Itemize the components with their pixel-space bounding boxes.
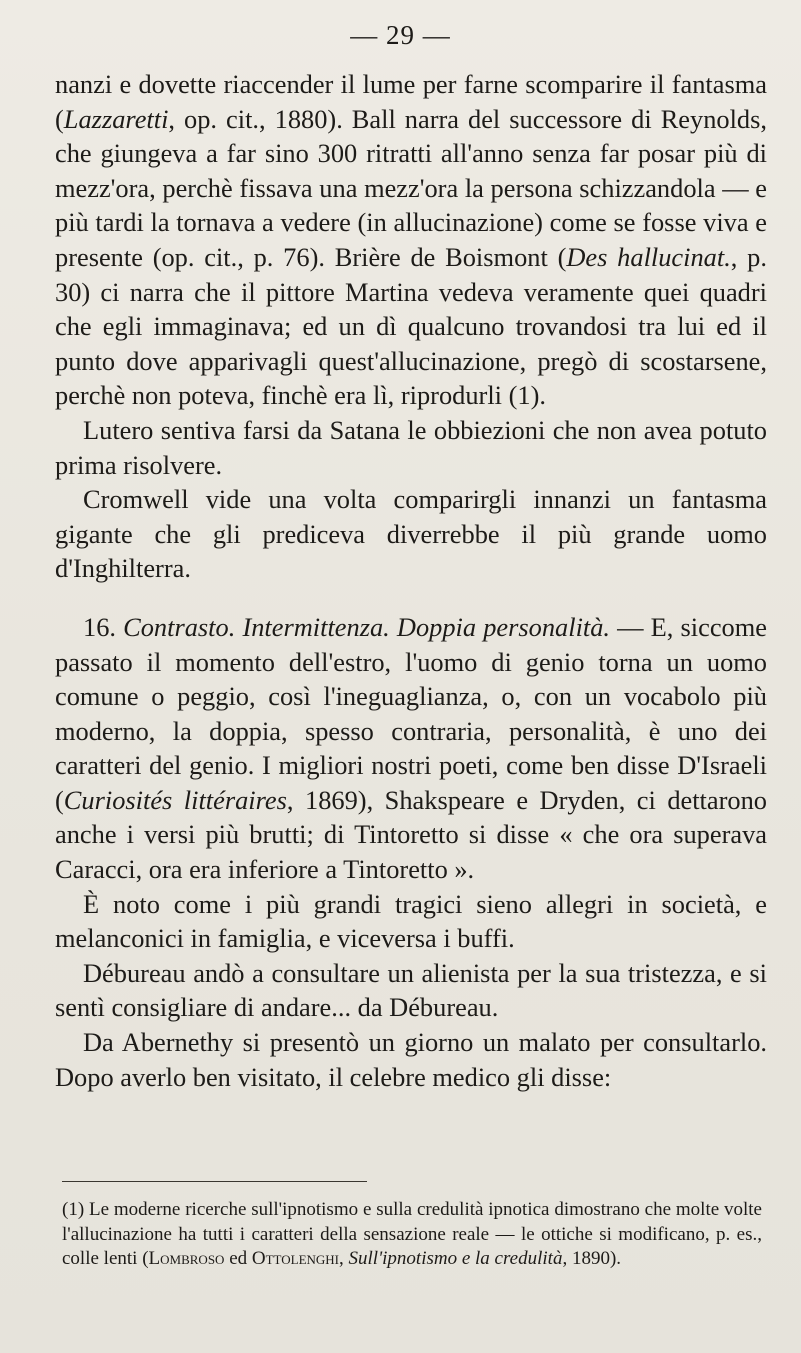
text-run: , op. cit., 1880). Ball narra del successore di Reynolds, che giungeva a far sino 300 ritratti all'anno senza far posar più di mezz'ora, perchè fissava una mezz'ora la persona schizzandola — e più tardi la tornava a vedere (in allucinazione) come se fosse viva e presente (op. cit., p. 76). Brière de Boismont ( [55, 103, 767, 272]
section-number: 16. [83, 611, 124, 642]
body-text [55, 67, 767, 1094]
text-run: nanzi e dovette riaccender il lume per farne scomparire il fantasma ( [55, 69, 767, 134]
page-number: — 29 — [350, 20, 451, 50]
paragraph-debureau: Débureau andò a consultare un alienista per la sua tristezza, e si sentì consigliare di andare... da Débureau. [55, 957, 767, 1023]
footnote [62, 1198, 762, 1272]
paragraph-cromwell: Cromwell vide una volta comparirgli innanzi un fantasma gigante che gli prediceva diverrebbe il più grande uomo d'Inghilterra. [55, 484, 767, 584]
footnote-divider [62, 1181, 367, 1182]
text-run: , [339, 1248, 349, 1269]
text-run: (1) Le moderne ricerche sull'ipnotismo e sulla credulità ipnotica dimostrano che molte volte l'allucinazione ha tutti i caratteri della sensazione reale — le ottiche si modificano, p. es., colle lenti ( [62, 1199, 762, 1269]
citation-title: Des hallucinat. [566, 241, 731, 272]
section-16 [55, 610, 767, 887]
citation-title: Curiosités littéraires [63, 784, 287, 815]
text-run: ed [224, 1248, 252, 1269]
text-run: , 1869), Shakspeare e Dryden, ci dettarono anche i versi più brutti; di Tintoretto si disse « che ora superava Caracci, ora era inferiore a Tintoretto ». [55, 784, 767, 885]
text-run: — E, siccome passato il momento dell'estro, l'uomo di genio torna un uomo comune o peggio, così l'ineguaglianza, o, con un vocabolo più moderno, la doppia, spesso contraria, personalità, è uno dei caratteri del genio. I migliori nostri poeti, come ben disse D'Israeli ( [55, 611, 767, 815]
citation-author: Ottolenghi [251, 1248, 340, 1269]
paragraph-abernethy: Da Abernethy si presentò un giorno un malato per consultarlo. Dopo averlo ben visitato, il celebre medico gli disse: [55, 1027, 767, 1092]
text-run: , p. 30) ci narra che il pittore Martina vedeva veramente quei quadri che egli immaginava; ed un dì qualcuno trovandosi tra lui ed il punto dove apparivagli quest'allucinazione, pregò di scostarsene, perchè non poteva, finchè era lì, riprodurli (1). [55, 241, 767, 411]
paragraph-tragici: È noto come i più grandi tragici sieno allegri in società, e melanconici in famiglia, e viceversa i buffi. [55, 888, 767, 954]
paragraph-lutero: Lutero sentiva farsi da Satana le obbiezioni che non avea potuto prima risolvere. [55, 414, 767, 480]
section-heading: Contrasto. Intermittenza. Doppia personalità. [123, 611, 611, 642]
paragraph-continuation [55, 67, 767, 413]
footnote-1 [62, 1198, 762, 1272]
citation-title: Sull'ipnotismo e la credulità [348, 1248, 563, 1269]
citation-author: Lombroso [148, 1248, 225, 1269]
text-run: , 1890). [562, 1248, 622, 1269]
citation-author: Lazzaretti [63, 103, 169, 134]
